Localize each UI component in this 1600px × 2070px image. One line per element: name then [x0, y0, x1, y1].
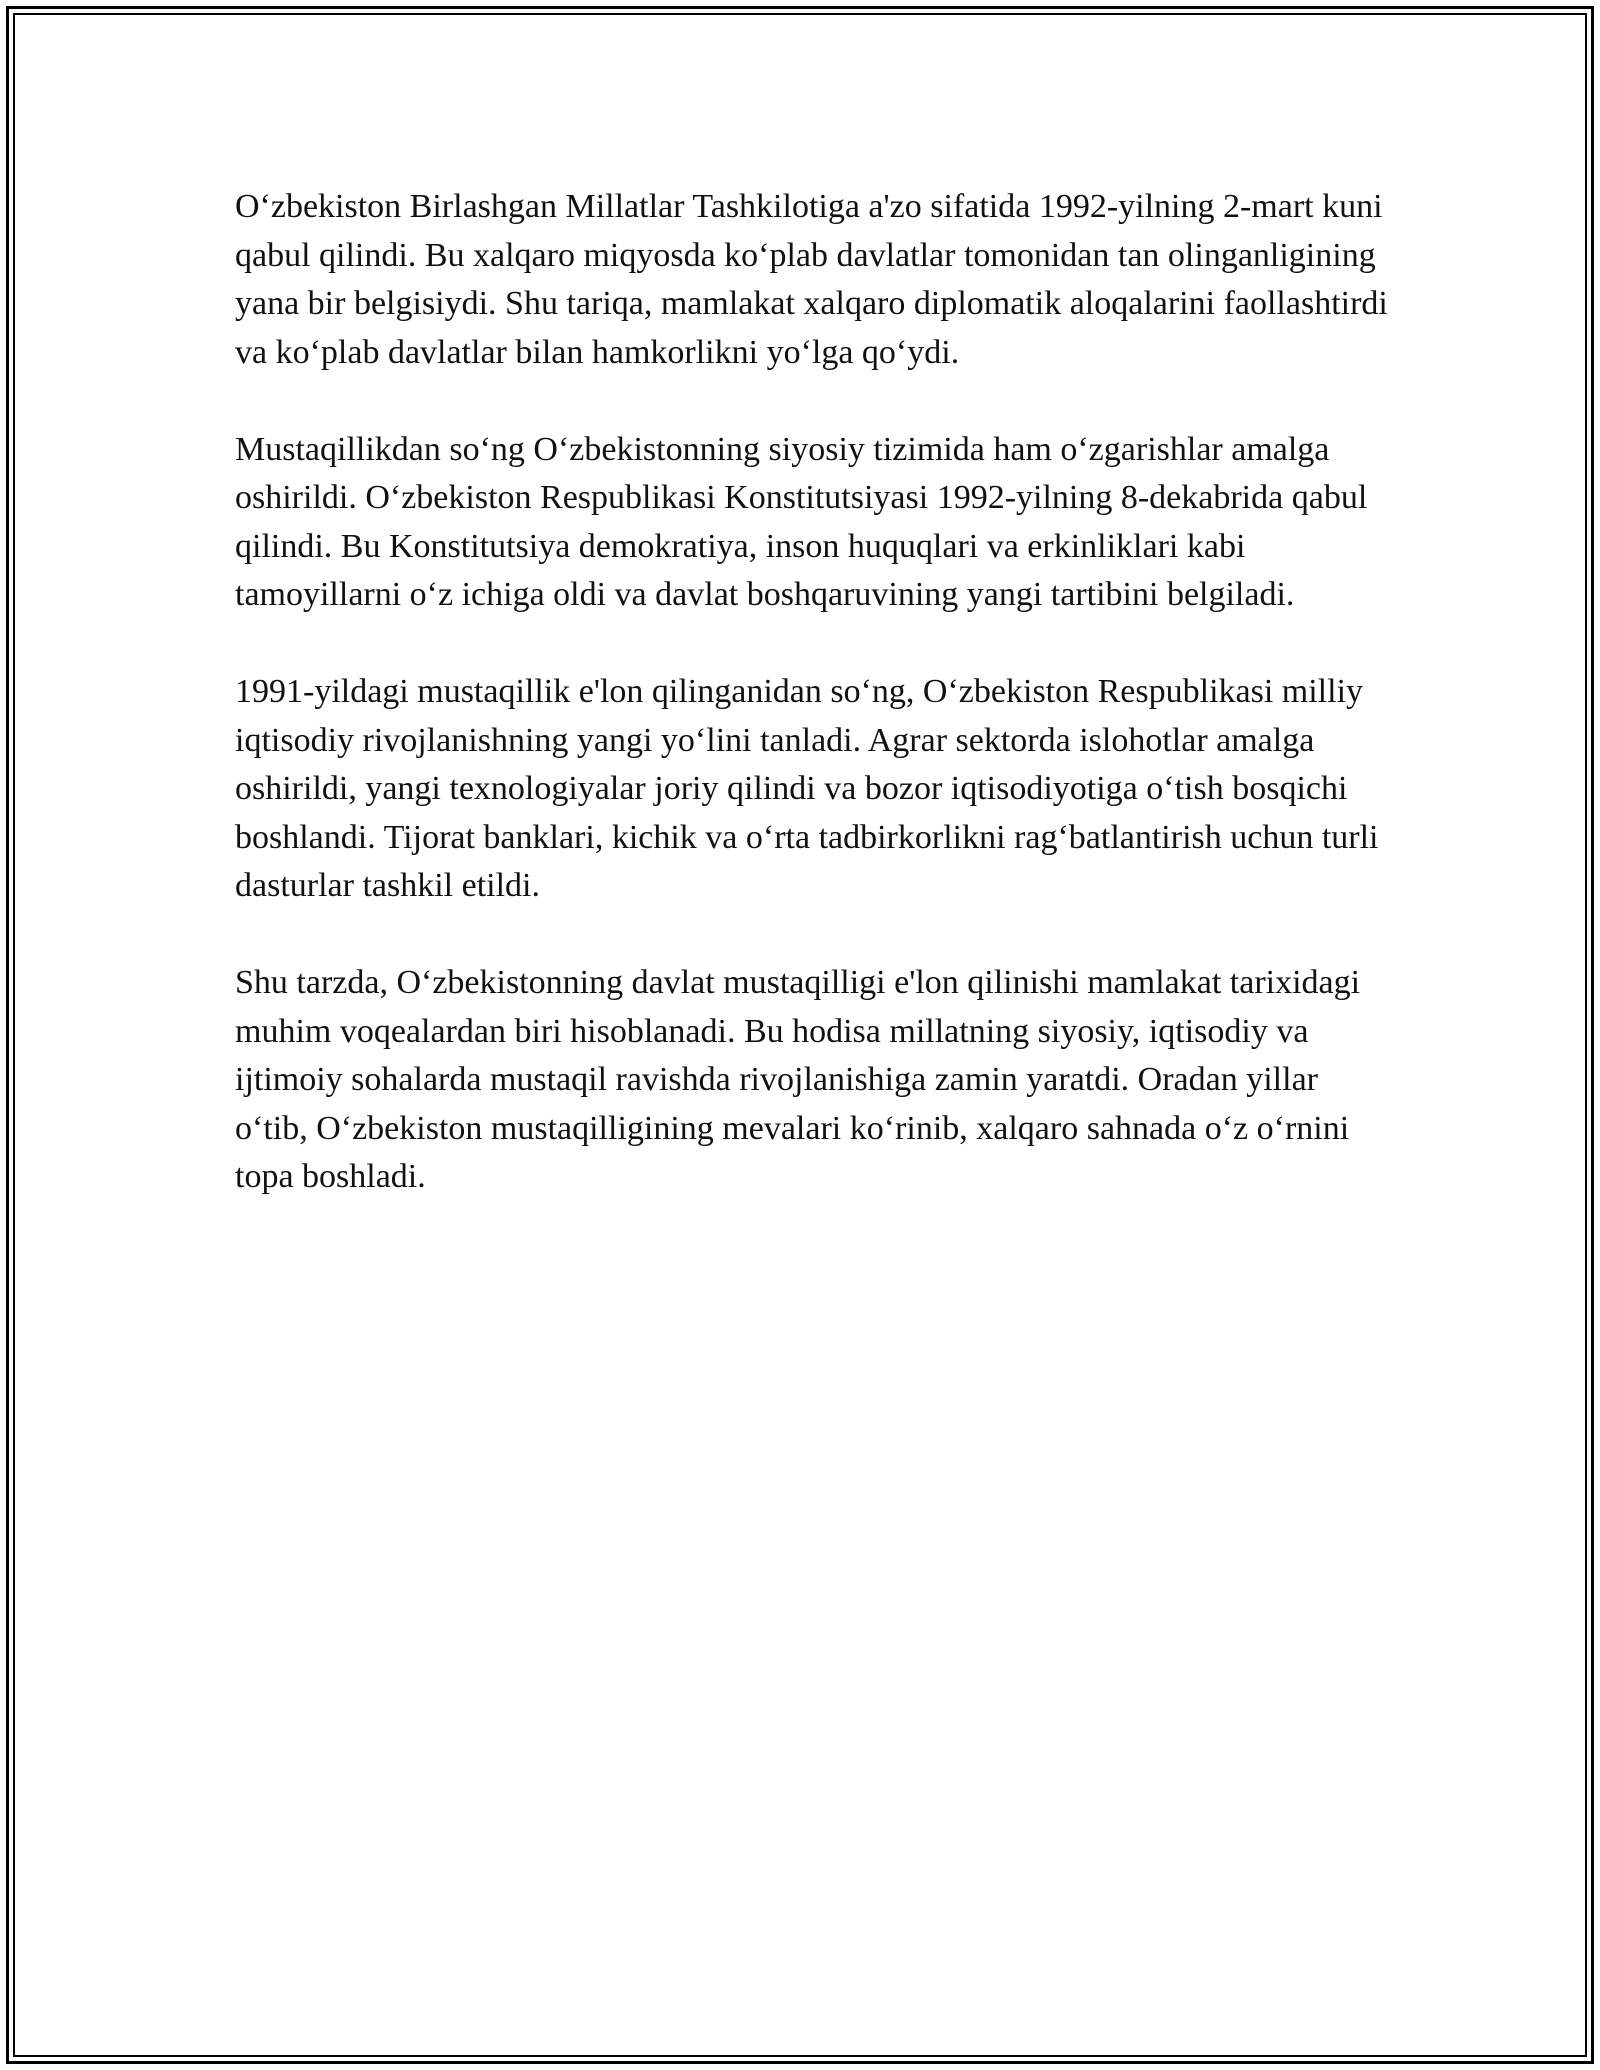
- paragraph-constitution: Mustaqillikdan so‘ng O‘zbekistonning siyosiy tizimida ham o‘zgarishlar amalga oshirildi. O‘zbekiston Respublikasi Konstitutsiyasi 1992-yilning 8-dekabrida qabul qilindi. Bu Konstitutsiya demokratiya, inson huquqlari va erkinliklari kabi tamoyillarni o‘z ichiga oldi va davlat boshqaruvining yangi tartibini belgiladi.: [235, 430, 1368, 613]
- document-body: [235, 183, 1395, 1250]
- paragraph-conclusion: Shu tarzda, O‘zbekistonning davlat mustaqilligi e'lon qilinishi mamlakat tarixidagi muhim voqealardan biri hisoblanadi. Bu hodisa millatning siyosiy, iqtisodiy va ijtimoiy sohalarda mustaqil ravishda rivojlanishiga zamin yaratdi. Oradan yillar o‘tib, O‘zbekiston mustaqilligining mevalari ko‘rinib, xalqaro sahnada o‘z o‘rnini topa boshladi.: [235, 964, 1361, 1195]
- paragraph-economy: 1991-yildagi mustaqillik e'lon qilinganidan so‘ng, O‘zbekiston Respublikasi milliy iqtisodiy rivojlanishning yangi yo‘lini tanladi. Agrar sektorda islohotlar amalga oshirildi, yangi texnologiyalar joriy qilindi va bozor iqtisodiyotiga o‘tish bosqichi boshlandi. Tijorat banklari, kichik va o‘rta tadbirkorlikni rag‘batlantirish uchun turli dasturlar tashkil etildi.: [235, 673, 1379, 904]
- paragraph-un-membership: O‘zbekiston Birlashgan Millatlar Tashkilotiga a'zo sifatida 1992-yilning 2-mart kuni qabul qilindi. Bu xalqaro miqyosda ko‘plab davlatlar tomonidan tan olinganligining yana bir belgisiydi. Shu tariqa, mamlakat xalqaro diplomatik aloqalarini faollashtirdi va ko‘plab davlatlar bilan hamkorlikni yo‘lga qo‘ydi.: [235, 188, 1388, 371]
